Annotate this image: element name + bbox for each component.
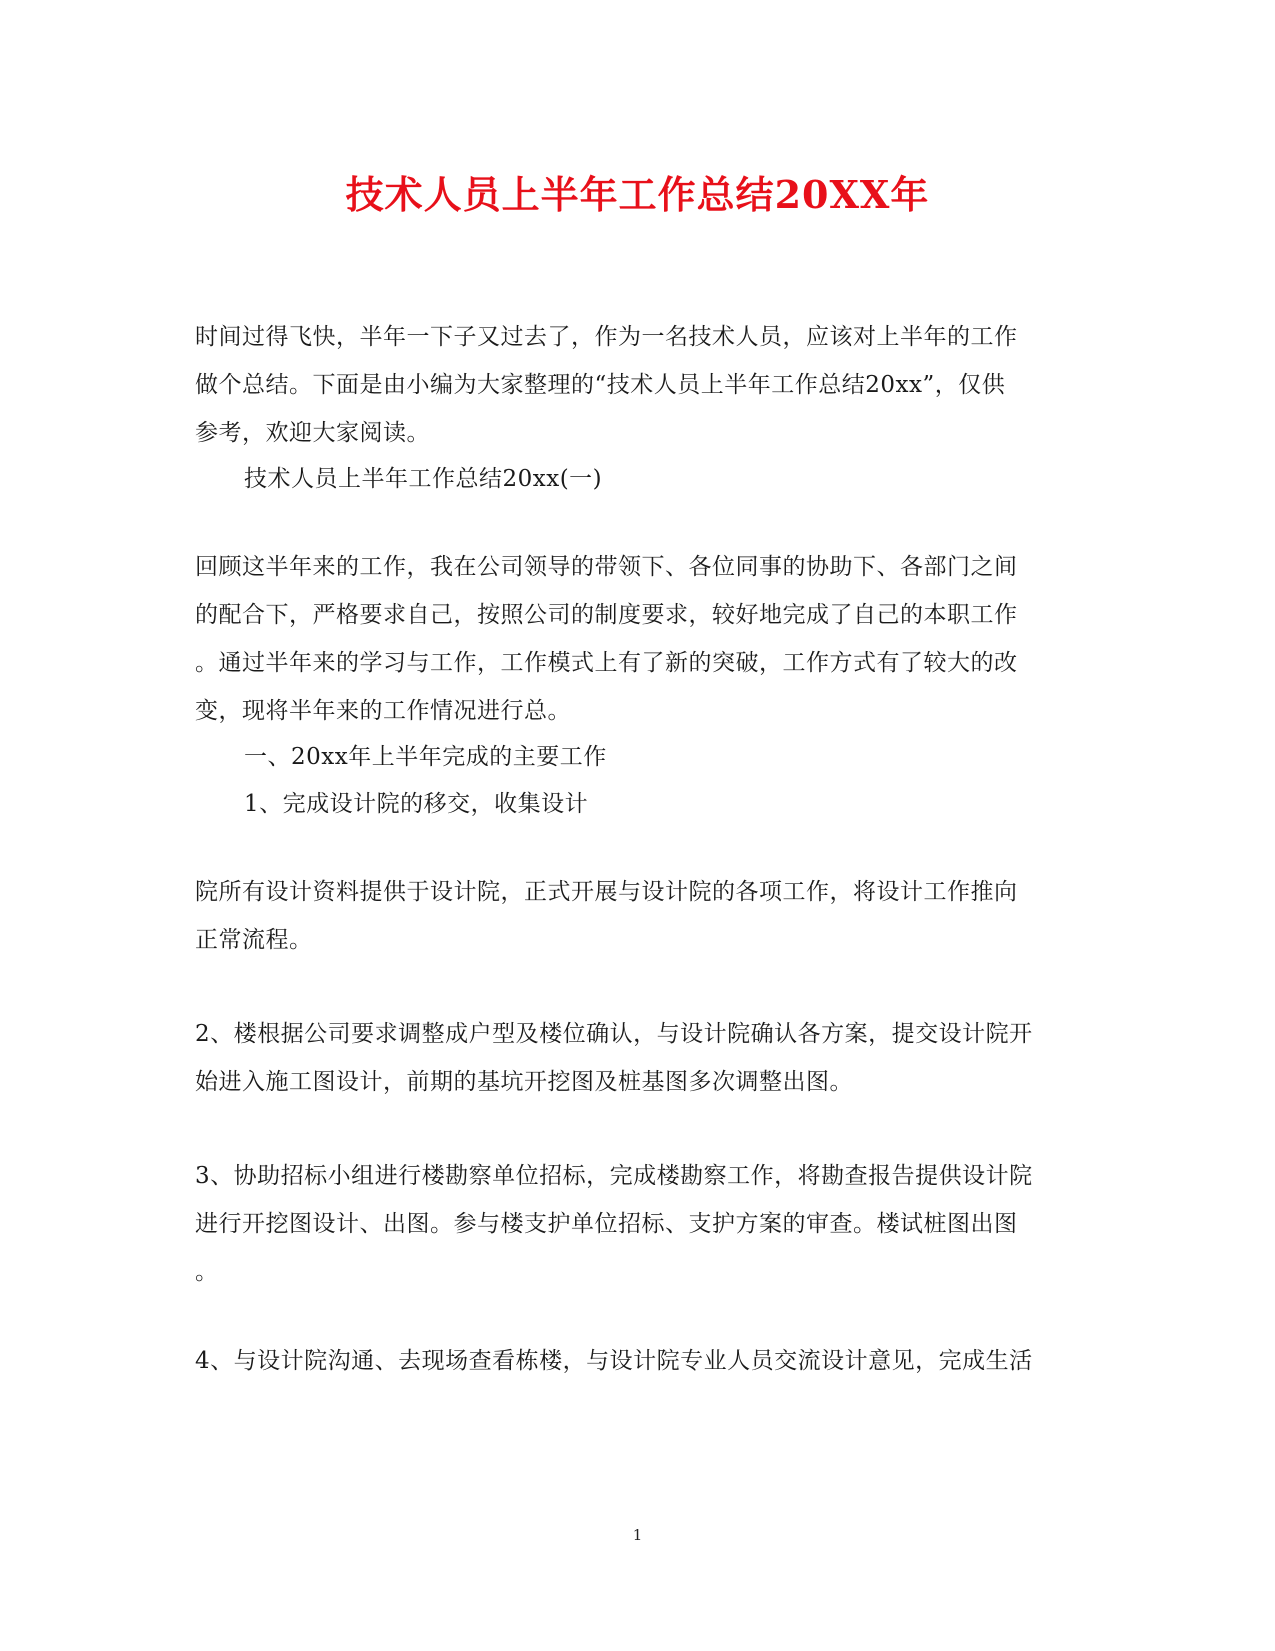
text-line: 的配合下，严格要求自己，按照公司的制度要求，较好地完成了自己的本职工作 [195, 602, 1018, 628]
text-line: 院所有设计资料提供于设计院，正式开展与设计院的各项工作，将设计工作推向 [195, 879, 1018, 905]
document-title: 技术人员上半年工作总结20XX年 [345, 172, 930, 217]
text-line: 参考，欢迎大家阅读。 [195, 420, 430, 446]
text-line: 2、楼根据公司要求调整成户型及楼位确认，与设计院确认各方案，提交设计院开 [195, 1021, 1033, 1047]
text-line: 时间过得飞快，半年一下子又过去了，作为一名技术人员，应该对上半年的工作 [195, 324, 1018, 350]
text-line: 。通过半年来的学习与工作，工作模式上有了新的突破，工作方式有了较大的改 [195, 650, 1018, 676]
text-line: 正常流程。 [195, 927, 313, 953]
subtitle: 技术人员上半年工作总结20xx(一) [244, 466, 603, 492]
item-1-heading: 1、完成设计院的移交，收集设计 [244, 791, 589, 817]
text-line: 。 [195, 1259, 219, 1285]
text-line: 进行开挖图设计、出图。参与楼支护单位招标、支护方案的审查。楼试桩图出图 [195, 1211, 1018, 1237]
text-line: 4、与设计院沟通、去现场查看栋楼，与设计院专业人员交流设计意见，完成生活 [195, 1348, 1033, 1374]
item-2-paragraph [195, 1010, 1095, 1106]
section-heading: 一、20xx年上半年完成的主要工作 [244, 744, 607, 770]
text-line: 变，现将半年来的工作情况进行总。 [195, 698, 571, 724]
text-line: 3、协助招标小组进行楼勘察单位招标，完成楼勘察工作，将勘查报告提供设计院 [195, 1163, 1033, 1189]
item-4-paragraph [195, 1337, 1095, 1385]
text-line: 回顾这半年来的工作，我在公司领导的带领下、各位同事的协助下、各部门之间 [195, 554, 1018, 580]
page-number: 1 [632, 1526, 643, 1544]
item-3-paragraph [195, 1152, 1095, 1296]
review-paragraph [195, 543, 1095, 735]
item-1-body [195, 868, 1095, 964]
text-line: 始进入施工图设计，前期的基坑开挖图及桩基图多次调整出图。 [195, 1069, 853, 1095]
intro-paragraph [195, 313, 1095, 457]
text-line: 做个总结。下面是由小编为大家整理的“技术人员上半年工作总结20xx”，仅供 [195, 372, 1006, 398]
